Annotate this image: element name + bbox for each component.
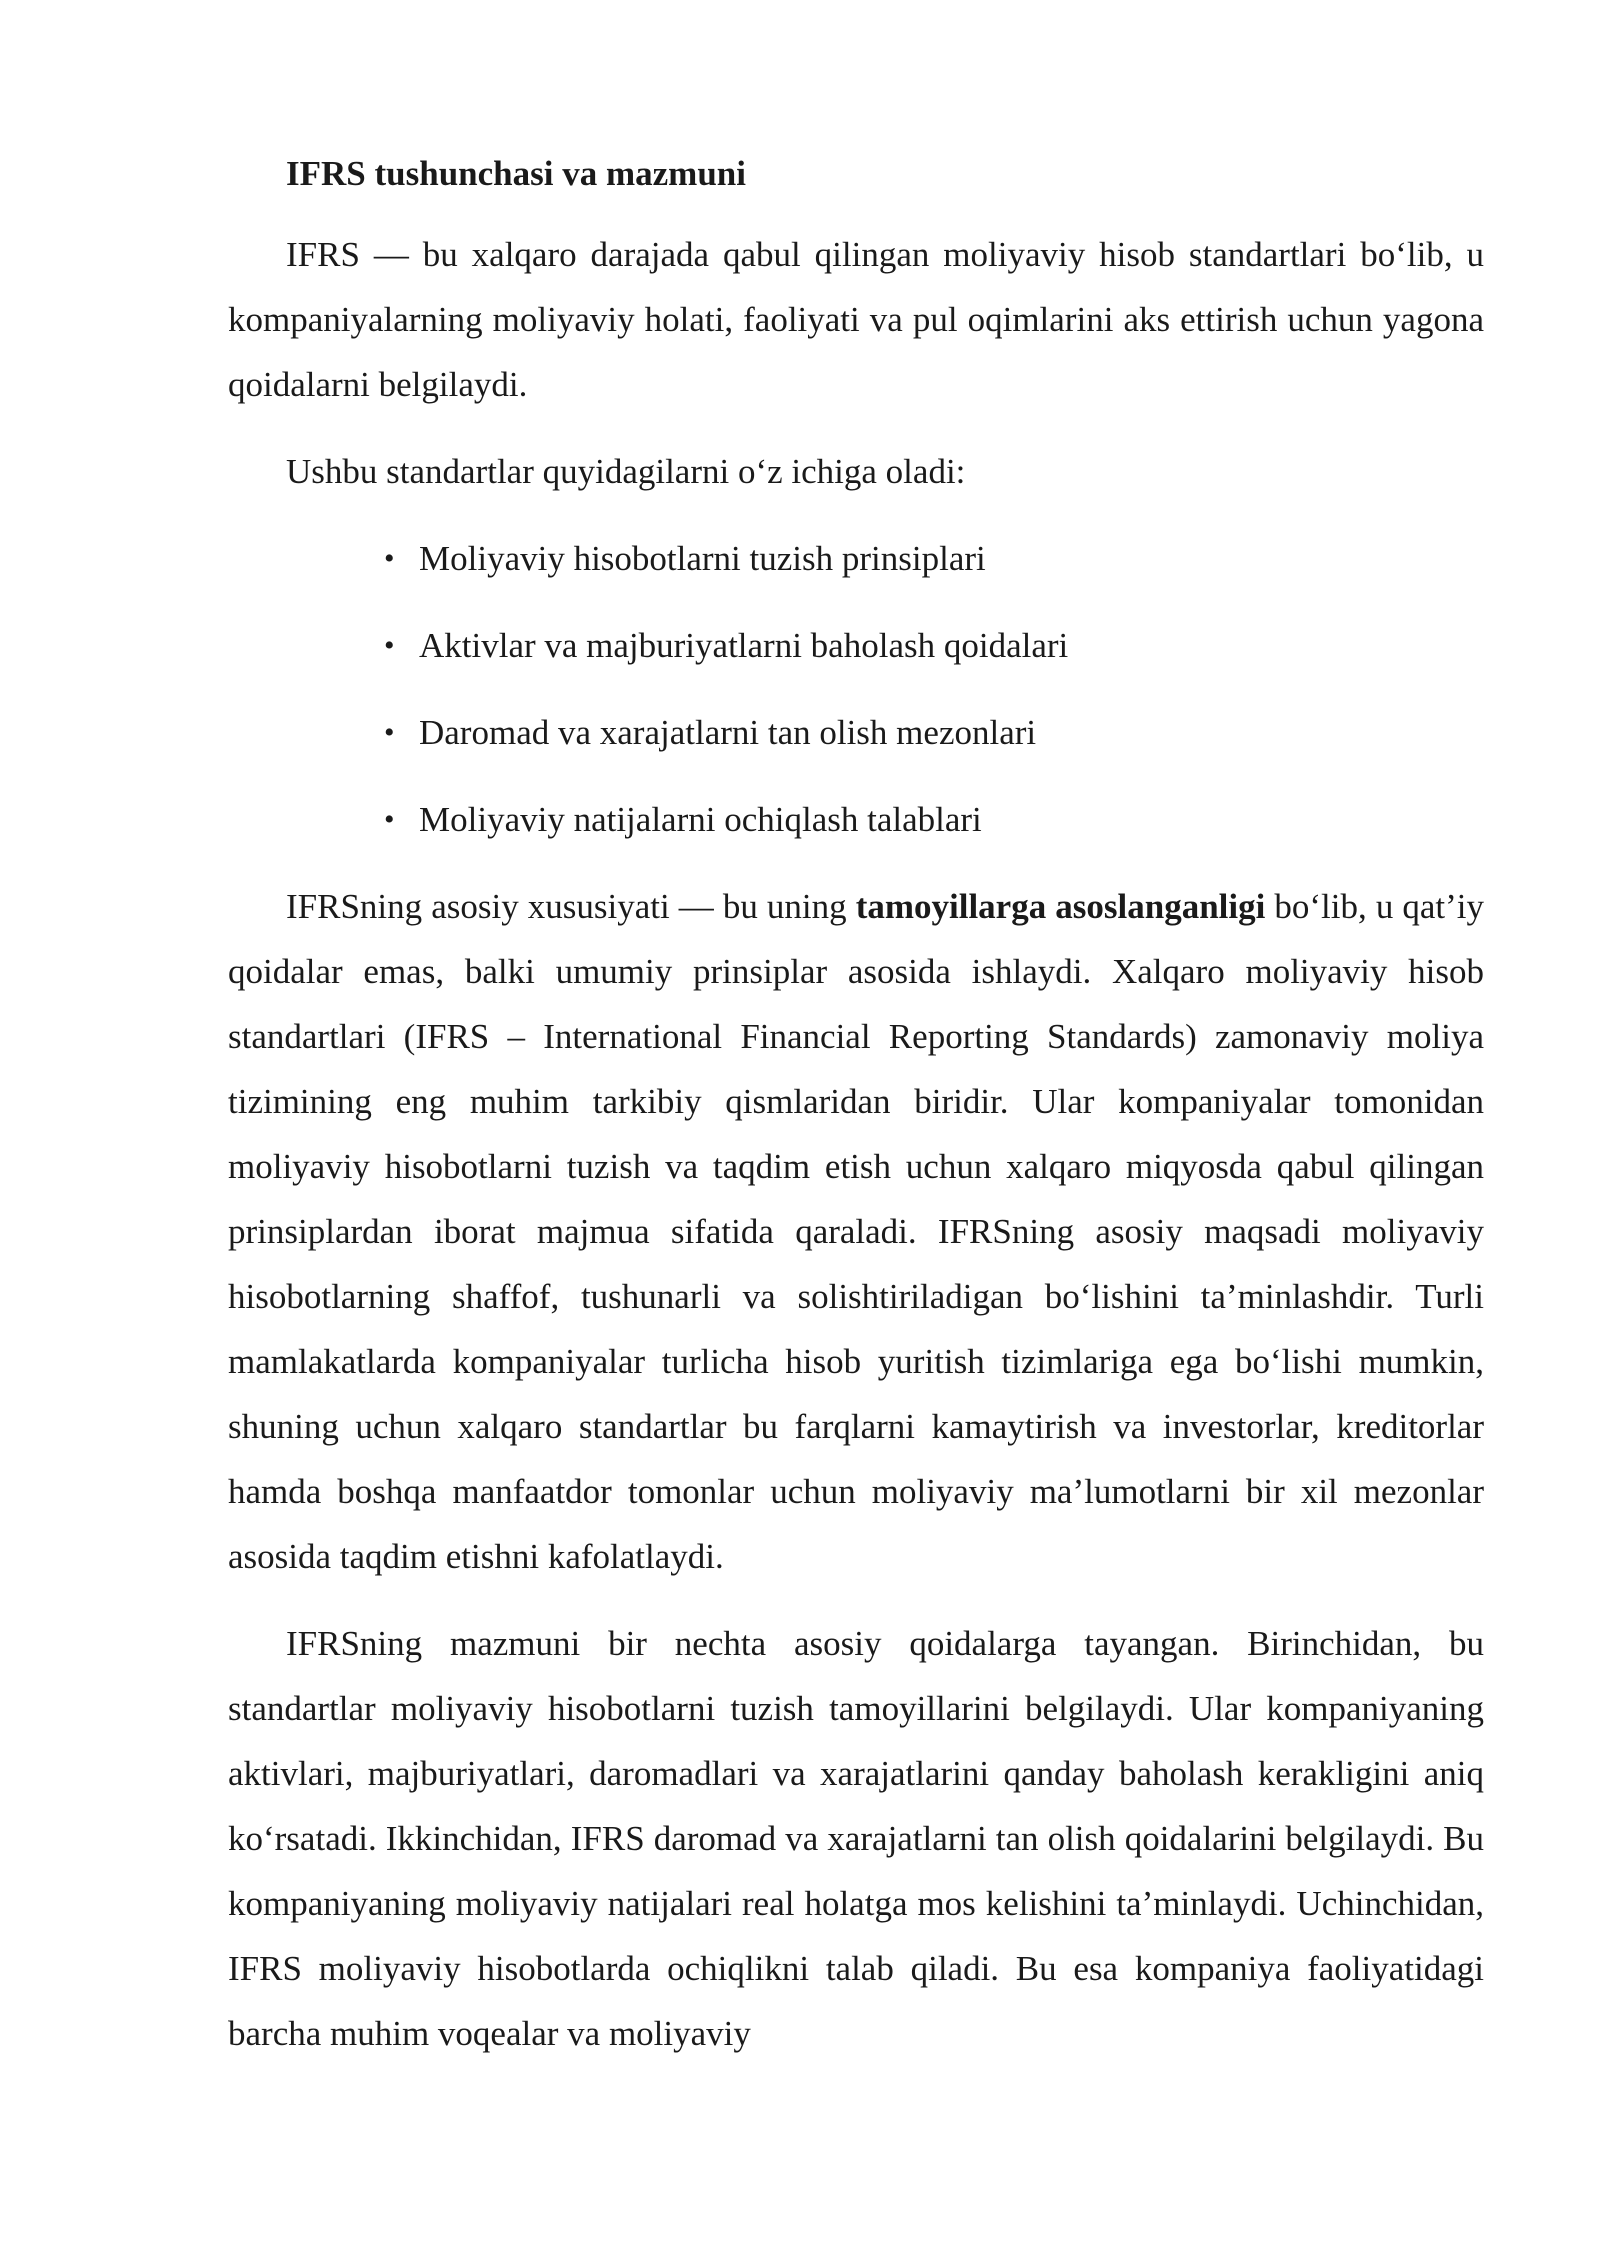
- bullet-icon: •: [384, 542, 395, 575]
- paragraph-ifrs-features: [228, 874, 1484, 1589]
- emphasis-text: tamoyillarga asoslanganligi: [855, 887, 1266, 926]
- bullet-icon: •: [384, 716, 395, 749]
- list-item: [228, 700, 1484, 765]
- list-item-text: Aktivlar va majburiyatlarni baholash qoidalari: [419, 626, 1069, 665]
- list-item-text: Moliyaviy natijalarni ochiqlash talablari: [419, 800, 982, 839]
- paragraph-ifrs-content: IFRSning mazmuni bir nechta asosiy qoidalarga tayangan. Birinchidan, bu standartlar moliyaviy hisobotlarni tuzish tamoyillarini belgilaydi. Ular kompaniyaning aktivlari, majburiyatlari, daromadlari va xarajatlarini qanday baholash kerakligini aniq ko‘rsatadi. Ikkinchidan, IFRS daromad va xarajatlarni tan olish qoidalarini belgilaydi. Bu kompaniyaning moliyaviy natijalari real holatga mos kelishini ta’minlaydi. Uchinchidan, IFRS moliyaviy hisobotlarda ochiqlikni talab qiladi. Bu esa kompaniya faoliyatidagi barcha muhim voqealar va moliyaviy: [228, 1624, 1484, 2053]
- bullet-icon: •: [384, 629, 395, 662]
- standards-bullet-list: [228, 526, 1484, 852]
- section-heading: IFRS tushunchasi va mazmuni: [286, 154, 746, 193]
- paragraph-ifrs-definition: IFRS — bu xalqaro darajada qabul qilingan moliyaviy hisob standartlari bo‘lib, u kompaniyalarning moliyaviy holati, faoliyati va pul oqimlarini aks ettirish uchun yagona qoidalarni belgilaydi.: [228, 235, 1484, 404]
- list-item: [228, 787, 1484, 852]
- paragraph-list-intro: Ushbu standartlar quyidagilarni o‘z ichiga oladi:: [286, 452, 966, 491]
- list-item: [228, 526, 1484, 591]
- list-item-text: Moliyaviy hisobotlarni tuzish prinsiplari: [419, 539, 986, 578]
- document-body: [228, 148, 1484, 2088]
- bullet-icon: •: [384, 803, 395, 836]
- paragraph-text: bo‘lib, u qat’iy qoidalar emas, balki umumiy prinsiplar asosida ishlaydi. Xalqaro moliyaviy hisob standartlari (IFRS – International Financial Reporting Standards) zamonaviy moliya tizimining eng muhim tarkibiy qismlaridan biridir. Ular kompaniyalar tomonidan moliyaviy hisobotlarni tuzish va taqdim etish uchun xalqaro miqyosda qabul qilingan prinsiplardan iborat majmua sifatida qaraladi. IFRSning asosiy maqsadi moliyaviy hisobotlarning shaffof, tushunarli va solishtiriladigan bo‘lishini ta’minlashdir. Turli mamlakatlarda kompaniyalar turlicha hisob yuritish tizimlariga ega bo‘lishi mumkin, shuning uchun xalqaro standartlar bu farqlarni kamaytirish va investorlar, kreditorlar hamda boshqa manfaatdor tomonlar uchun moliyaviy ma’lumotlarni bir xil mezonlar asosida taqdim etishni kafolatlaydi.: [228, 887, 1485, 1576]
- list-item: [228, 613, 1484, 678]
- list-item-text: Daromad va xarajatlarni tan olish mezonlari: [419, 713, 1037, 752]
- paragraph-text: IFRSning asosiy xususiyati — bu uning: [286, 887, 856, 926]
